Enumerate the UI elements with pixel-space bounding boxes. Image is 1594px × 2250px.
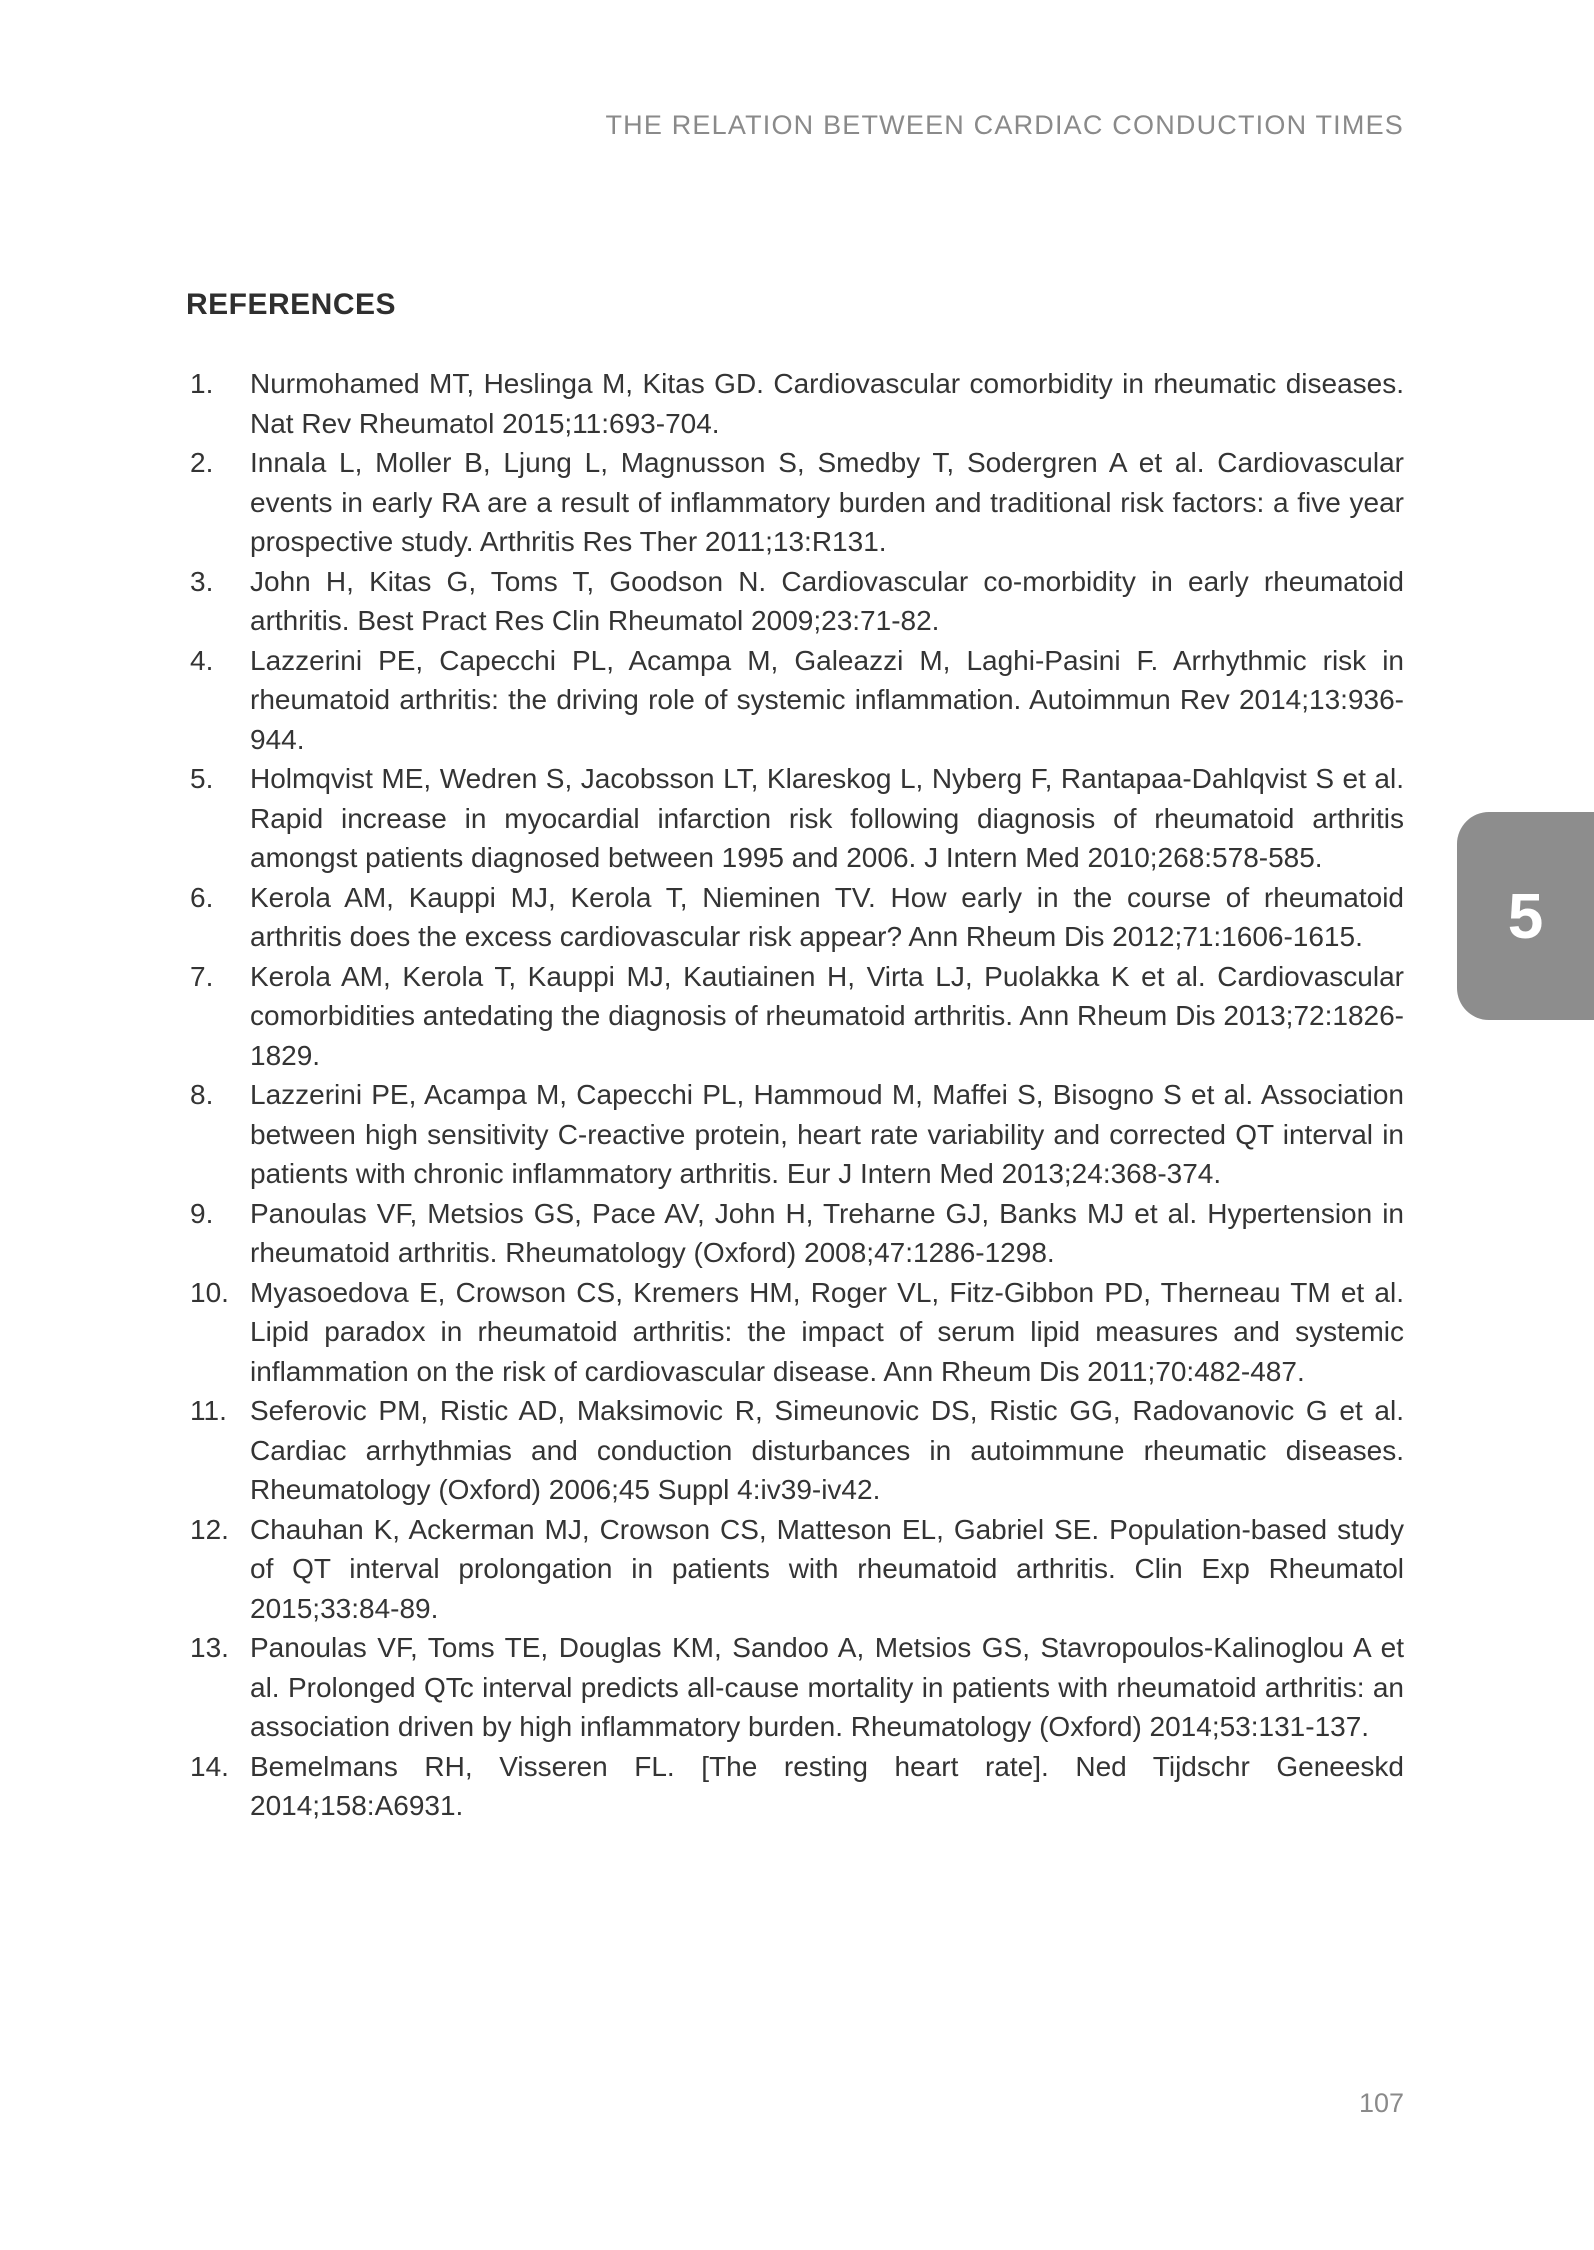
reference-text: Nurmohamed MT, Heslinga M, Kitas GD. Cardiovascular comorbidity in rheumatic diseases. Nat Rev Rheumatol 2015;11:693-704. [250,368,1404,439]
reference-number: 14. [190,1750,229,1782]
reference-item [190,443,1404,562]
reference-text: Innala L, Moller B, Ljung L, Magnusson S, Smedby T, Sodergren A et al. Cardiovascular events in early RA are a result of inflammatory burden and traditional risk factors: a five year prospective study. Arthritis Res Ther 2011;13:R131. [250,447,1404,557]
reference-text: Panoulas VF, Metsios GS, Pace AV, John H, Treharne GJ, Banks MJ et al. Hypertension in rheumatoid arthritis. Rheumatology (Oxford) 2008;47:1286-1298. [250,1197,1404,1268]
reference-item [190,878,1404,957]
reference-number: 2. [190,447,214,478]
reference-text: Holmqvist ME, Wedren S, Jacobsson LT, Klareskog L, Nyberg F, Rantapaa-Dahlqvist S et al. Rapid increase in myocardial infarction risk following diagnosis of rheumatoid arthritis amongst patients diagnosed between 1995 and 2006. J Intern Med 2010;268:578-585. [250,763,1404,873]
reference-item [190,759,1404,878]
reference-number: 5. [190,763,214,794]
page-number: 107 [1358,2088,1404,2118]
reference-number: 1. [190,368,214,399]
references-list [190,364,1404,1826]
reference-item [190,1075,1404,1194]
section-title: REFERENCES [186,288,397,321]
reference-text: Myasoedova E, Crowson CS, Kremers HM, Roger VL, Fitz-Gibbon PD, Therneau TM et al. Lipid paradox in rheumatoid arthritis: the impact of serum lipid measures and systemic inflammation on the risk of cardiovascular disease. Ann Rheum Dis 2011;70:482-487. [250,1276,1404,1387]
reference-number: 8. [190,1079,214,1110]
reference-item [190,562,1404,641]
reference-text: Chauhan K, Ackerman MJ, Crowson CS, Matteson EL, Gabriel SE. Population-based study of QT interval prolongation in patients with rheumatoid arthritis. Clin Exp Rheumatol 2015;33:84-89. [250,1513,1404,1624]
reference-item [190,957,1404,1076]
reference-text: John H, Kitas G, Toms T, Goodson N. Cardiovascular co-morbidity in early rheumatoid arthritis. Best Pract Res Clin Rheumatol 2009;23:71-82. [250,565,1404,636]
reference-number: 11. [190,1395,227,1426]
reference-item [190,1510,1404,1629]
reference-text: Lazzerini PE, Acampa M, Capecchi PL, Hammoud M, Maffei S, Bisogno S et al. Association between high sensitivity C-reactive protein, heart rate variability and corrected QT interval in patients with chronic inflammatory arthritis. Eur J Intern Med 2013;24:368-374. [250,1079,1404,1189]
chapter-tab-number: 5 [1507,880,1544,952]
reference-number: 6. [190,881,214,913]
reference-item [190,1628,1404,1747]
reference-text: Seferovic PM, Ristic AD, Maksimovic R, Simeunovic DS, Ristic GG, Radovanovic G et al. Cardiac arrhythmias and conduction disturbances in autoimmune rheumatic diseases. Rheumatology (Oxford) 2006;45 Suppl 4:iv39-iv42. [250,1395,1404,1505]
reference-number: 3. [190,565,214,597]
reference-text: Lazzerini PE, Capecchi PL, Acampa M, Galeazzi M, Laghi-Pasini F. Arrhythmic risk in rheumatoid arthritis: the driving role of systemic inflammation. Autoimmun Rev 2014;13:936-944. [250,644,1404,755]
reference-item [190,1273,1404,1392]
reference-text: Kerola AM, Kauppi MJ, Kerola T, Nieminen TV. How early in the course of rheumatoid arthritis does the excess cardiovascular risk appear? Ann Rheum Dis 2012;71:1606-1615. [250,881,1404,952]
reference-text: Panoulas VF, Toms TE, Douglas KM, Sandoo A, Metsios GS, Stavropoulos-Kalinoglou A et al. Prolonged QTc interval predicts all-cause mortality in patients with rheumatoid arthritis: an association driven by high inflammatory burden. Rheumatology (Oxford) 2014;53:131-137. [250,1632,1404,1742]
reference-text: Kerola AM, Kerola T, Kauppi MJ, Kautiainen H, Virta LJ, Puolakka K et al. Cardiovascular comorbidities antedating the diagnosis of rheumatoid arthritis. Ann Rheum Dis 2013;72:1826-1829. [250,960,1404,1071]
reference-number: 9. [190,1197,214,1229]
reference-item [190,1747,1404,1826]
reference-number: 10. [190,1276,229,1308]
chapter-tab [1457,812,1594,1020]
reference-item [190,1391,1404,1510]
reference-item [190,1194,1404,1273]
reference-item [190,364,1404,443]
reference-text: Bemelmans RH, Visseren FL. [The resting heart rate]. Ned Tijdschr Geneeskd 2014;158:A6931. [250,1750,1404,1821]
reference-number: 7. [190,960,214,992]
running-header: THE RELATION BETWEEN CARDIAC CONDUCTION TIMES [605,110,1404,140]
reference-number: 4. [190,644,214,676]
reference-item [190,641,1404,760]
reference-number: 13. [190,1632,229,1663]
reference-number: 12. [190,1513,229,1545]
